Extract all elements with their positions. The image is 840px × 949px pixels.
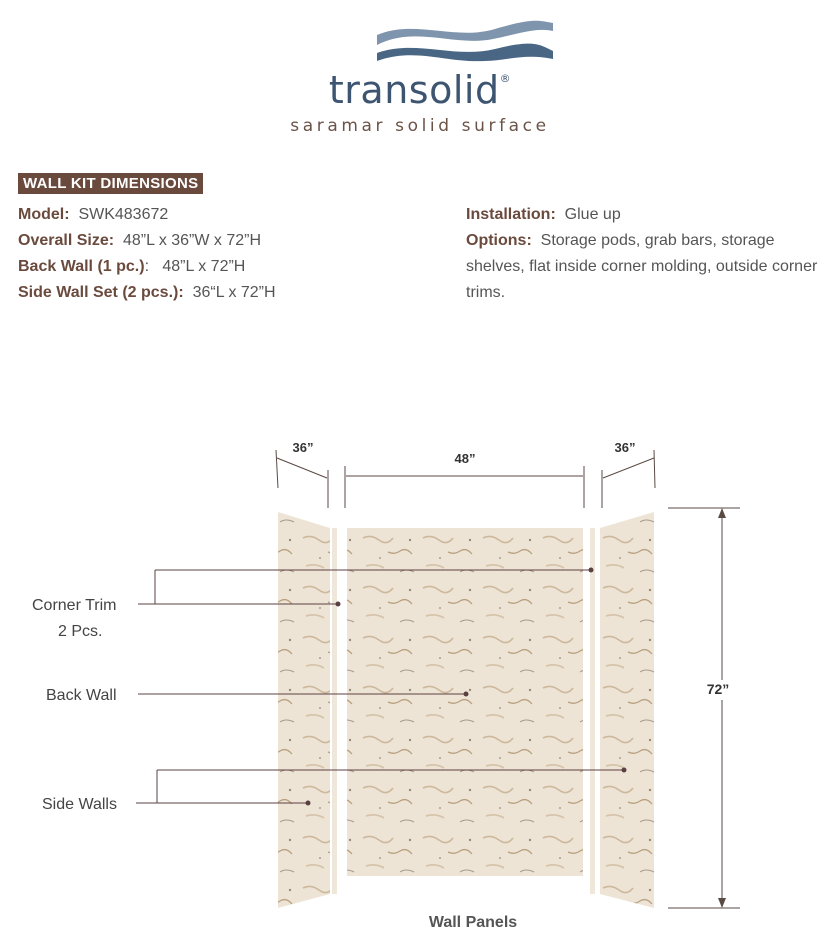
registered-mark: ® bbox=[499, 72, 512, 85]
diagram-caption: Wall Panels bbox=[428, 914, 518, 931]
dimension-arrow-top bbox=[718, 508, 726, 518]
spec-options bbox=[466, 228, 836, 306]
dimension-left bbox=[276, 450, 328, 508]
callout-dot-side-wall-left bbox=[306, 801, 311, 806]
callout-corner-trim-sub: 2 Pcs. bbox=[58, 623, 103, 640]
callout-dot-corner-trim-right bbox=[589, 568, 594, 573]
callout-side-walls-label: Side Walls bbox=[42, 796, 117, 813]
spec-value: : 48”L x 72”H bbox=[144, 258, 246, 275]
spec-side-wall-set bbox=[18, 280, 276, 306]
back-wall bbox=[347, 528, 583, 876]
specs-right bbox=[466, 202, 836, 306]
spec-label: Side Wall Set (2 pcs.): bbox=[18, 284, 184, 301]
spec-model bbox=[18, 202, 276, 228]
spec-label: Model: bbox=[18, 206, 70, 223]
callout-dot-corner-trim-left bbox=[336, 602, 341, 607]
spec-installation bbox=[466, 202, 836, 228]
spec-label: Back Wall (1 pc.) bbox=[18, 258, 145, 275]
wall-panel-diagram bbox=[0, 430, 840, 914]
spec-overall-size bbox=[18, 228, 276, 254]
logo-wave-lower bbox=[377, 44, 553, 62]
spec-value: Glue up bbox=[564, 206, 621, 223]
dim-label-right: 36” bbox=[614, 440, 636, 455]
specs-left bbox=[18, 202, 276, 306]
side-wall-left bbox=[278, 512, 330, 908]
callout-dot-side-wall-right bbox=[622, 768, 627, 773]
spec-value: Storage pods, grab bars, storage shelves, flat inside corner molding, outside corner trims. bbox=[466, 232, 818, 301]
corner-trim-right bbox=[590, 528, 595, 894]
dim-label-left: 36” bbox=[292, 440, 314, 455]
spec-label: Installation: bbox=[466, 206, 556, 223]
dimension-center bbox=[345, 466, 584, 508]
section-heading: WALL KIT DIMENSIONS bbox=[18, 173, 203, 194]
dim-label-height: 72” bbox=[706, 681, 730, 697]
brand-name-text: transolid bbox=[328, 68, 500, 112]
dimension-right bbox=[602, 450, 655, 508]
spec-value: 36“L x 72”H bbox=[192, 284, 276, 301]
dimension-arrow-bottom bbox=[718, 898, 726, 908]
dimension-height bbox=[668, 508, 740, 908]
side-wall-right bbox=[600, 512, 654, 908]
spec-back-wall bbox=[18, 254, 276, 280]
callout-dot-back-wall bbox=[464, 692, 469, 697]
logo-wave-upper bbox=[377, 21, 553, 45]
callout-back-wall-label: Back Wall bbox=[46, 687, 117, 704]
spec-value: SWK483672 bbox=[78, 206, 169, 223]
brand-tagline: saramar solid surface bbox=[290, 116, 550, 136]
corner-trim-left bbox=[332, 528, 337, 894]
callout-corner-trim-label: Corner Trim bbox=[32, 597, 117, 614]
spec-value: 48”L x 36”W x 72”H bbox=[122, 232, 262, 249]
brand-name bbox=[0, 68, 840, 112]
logo-waves bbox=[375, 15, 555, 67]
spec-label: Overall Size: bbox=[18, 232, 115, 249]
dim-label-center: 48” bbox=[454, 451, 476, 466]
spec-label: Options: bbox=[466, 232, 532, 249]
